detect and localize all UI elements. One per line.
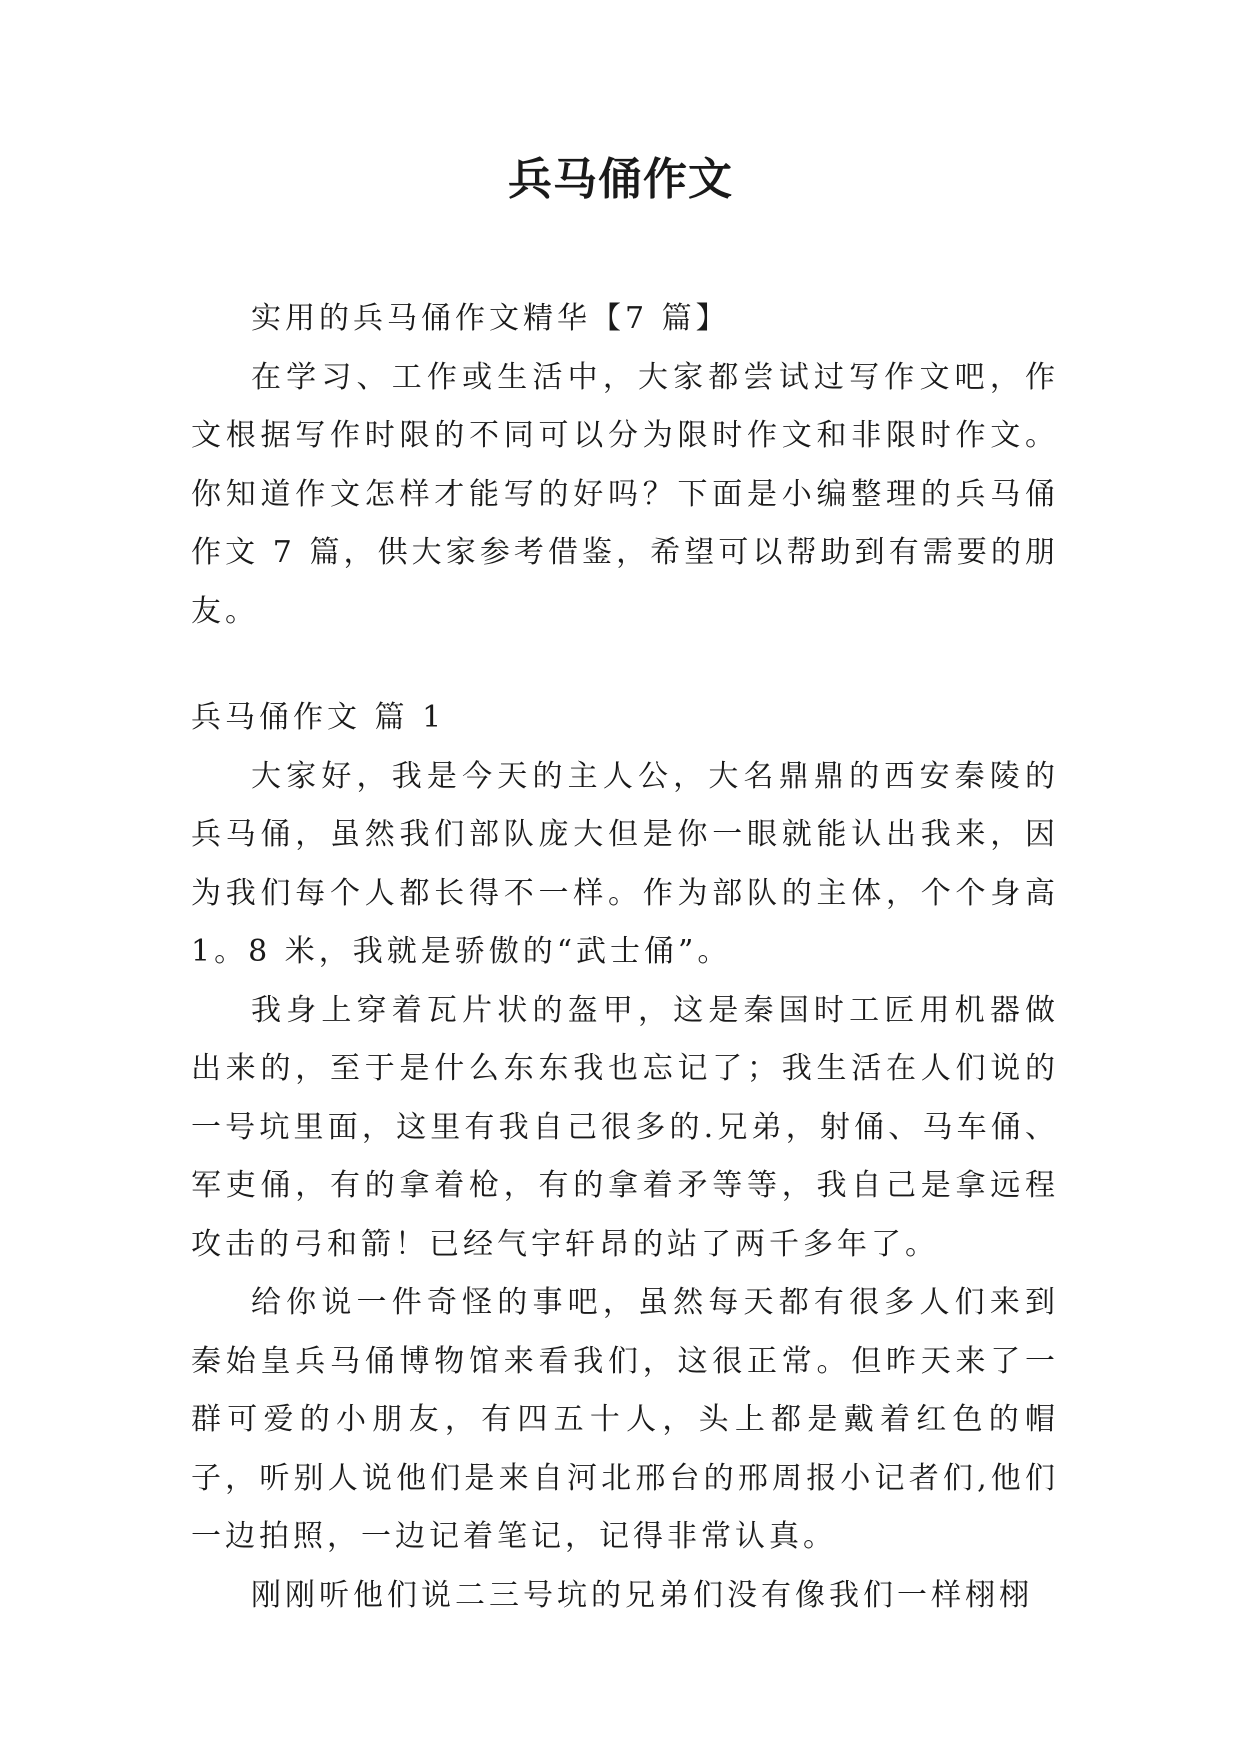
- document-title: 兵马俑作文: [508, 154, 733, 205]
- body-paragraph: 大家好，我是今天的主人公，大名鼎鼎的西安秦陵的兵马俑，虽然我们部队庞大但是你一眼就能认出我来，因为我们每个人都长得不一样。作为部队的主体，个个身高 1。8 米，我就是骄傲的“武士俑”。: [191, 758, 1059, 969]
- intro-paragraph: 在学习、工作或生活中，大家都尝试过写作文吧，作文根据写作时限的不同可以分为限时作文和非限时作文。你知道作文怎样才能写的好吗？下面是小编整理的兵马俑作文 7 篇，供大家参考借鉴，希望可以帮助到有需要的朋友。: [191, 359, 1059, 629]
- section-heading: 兵马俑作文 篇 1: [191, 700, 446, 735]
- document-subtitle: 实用的兵马俑作文精华【7 篇】: [251, 301, 730, 336]
- document-body: [191, 290, 1059, 1625]
- body-paragraph: 给你说一件奇怪的事吧，虽然每天都有很多人们来到秦始皇兵马俑博物馆来看我们，这很正常。但昨天来了一群可爱的小朋友，有四五十人，头上都是戴着红色的帽子，听别人说他们是来自河北邢台的邢周报小记者们,他们一边拍照，一边记着笔记，记得非常认真。: [191, 1285, 1059, 1554]
- section-spacer: [191, 641, 1059, 689]
- body-paragraph: 我身上穿着瓦片状的盔甲，这是秦国时工匠用机器做出来的，至于是什么东东我也忘记了；我生活在人们说的一号坑里面，这里有我自己很多的.兄弟，射俑、马车俑、军吏俑，有的拿着枪，有的拿着矛等等，我自己是拿远程攻击的弓和箭！已经气宇轩昂的站了两千多年了。: [191, 992, 1059, 1262]
- body-paragraph: 刚刚听他们说二三号坑的兄弟们没有像我们一样栩栩: [251, 1577, 1033, 1613]
